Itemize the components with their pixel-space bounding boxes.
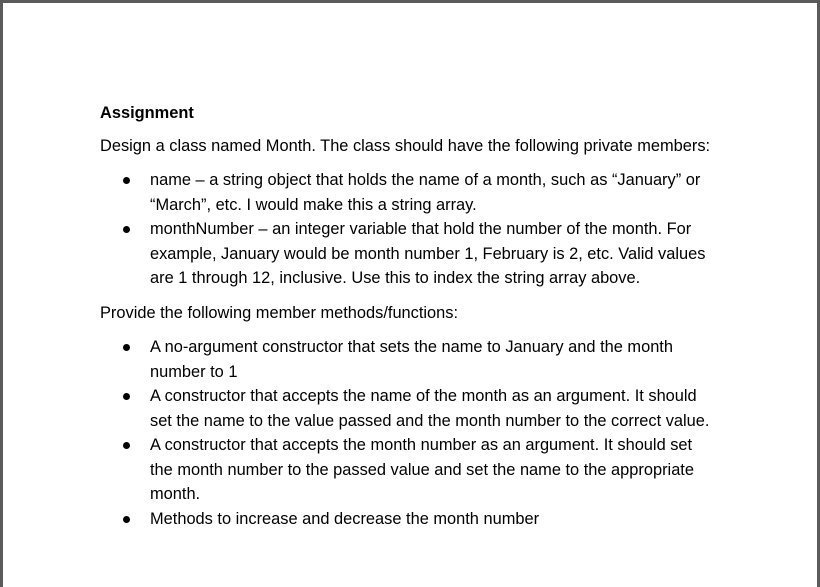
list-item [100, 168, 720, 217]
list-item-text: Methods to increase and decrease the month number [150, 509, 540, 528]
list-item [100, 433, 712, 507]
bullet-icon [123, 393, 130, 400]
list-item [100, 507, 712, 532]
bullet-icon [123, 516, 130, 523]
list-item-text: monthNumber – an integer variable that hold the number of the month. For example, January would be month number 1, February is 2, etc. Valid values are 1 through 12, inclusive. Use this to index the string array above. [150, 220, 706, 287]
list-item-text: name – a string object that holds the name of a month, such as “January” or “March”, etc. I would make this a string array. [150, 171, 701, 214]
bullet-icon [123, 344, 130, 351]
bullet-icon [123, 177, 130, 184]
list-item [100, 217, 720, 291]
private-members-list [100, 168, 740, 291]
list-item-text: A constructor that accepts the month number as an argument. It should set the month number to the passed value and set the name to the appropriate month. [150, 436, 694, 503]
list-item [100, 384, 712, 433]
list-item-text: A constructor that accepts the name of the month as an argument. It should set the name to the value passed and the month number to the correct value. [150, 387, 710, 430]
list-item-text: A no-argument constructor that sets the name to January and the month number to 1 [150, 338, 673, 381]
intro-paragraph: Design a class named Month. The class should have the following private members: [100, 136, 711, 155]
assignment-heading: Assignment [100, 104, 194, 122]
document-content [100, 101, 740, 541]
methods-intro-paragraph: Provide the following member methods/functions: [100, 303, 459, 322]
bullet-icon [123, 442, 130, 449]
methods-list [100, 335, 740, 531]
list-item [100, 335, 712, 384]
bullet-icon [123, 226, 130, 233]
